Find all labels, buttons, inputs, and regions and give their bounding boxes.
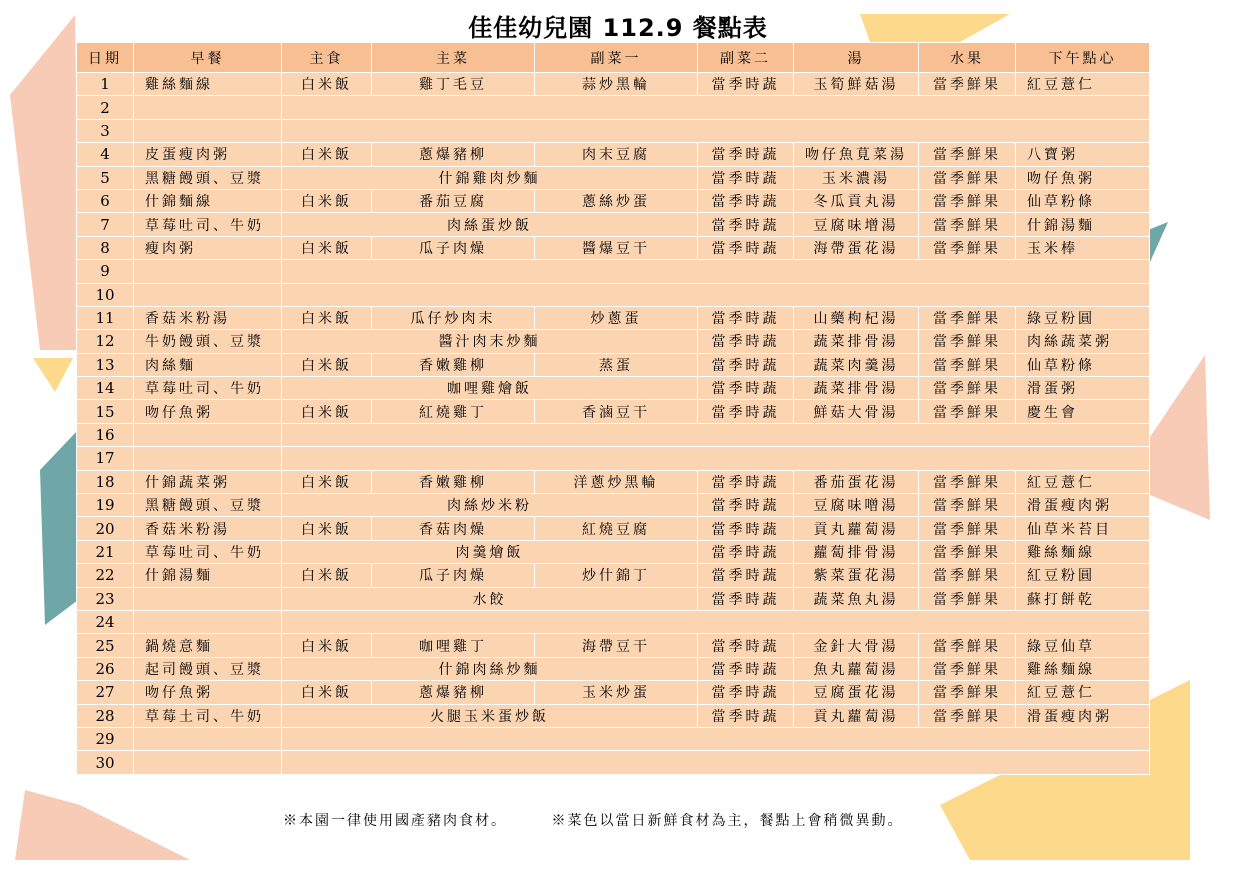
cell-breakfast: 草莓土司、牛奶 bbox=[134, 704, 282, 727]
cell-soup: 番茄蛋花湯 bbox=[794, 470, 919, 493]
cell-side2: 當季時蔬 bbox=[698, 189, 794, 212]
table-row bbox=[77, 330, 1150, 353]
cell-breakfast: 吻仔魚粥 bbox=[134, 400, 282, 423]
cell-snack: 綠豆仙草 bbox=[1016, 634, 1150, 657]
cell-soup: 蔬菜魚丸湯 bbox=[794, 587, 919, 610]
deco-pink-shape-right bbox=[1148, 355, 1210, 520]
cell-staple: 白米飯 bbox=[282, 470, 372, 493]
cell-soup: 豆腐味噌湯 bbox=[794, 494, 919, 517]
cell-staple: 白米飯 bbox=[282, 73, 372, 96]
cell-fruit: 當季鮮果 bbox=[919, 166, 1016, 189]
cell-day: 10 bbox=[77, 283, 134, 306]
cell-breakfast: 瘦肉粥 bbox=[134, 236, 282, 259]
cell-side1: 紅燒豆腐 bbox=[535, 517, 698, 540]
cell-main: 蔥爆豬柳 bbox=[372, 143, 535, 166]
header-breakfast: 早餐 bbox=[134, 43, 282, 73]
cell-side2: 當季時蔬 bbox=[698, 73, 794, 96]
cell-fruit: 當季鮮果 bbox=[919, 634, 1016, 657]
cell-breakfast: 什錦麵線 bbox=[134, 189, 282, 212]
cell-staple: 白米飯 bbox=[282, 400, 372, 423]
cell-fruit: 當季鮮果 bbox=[919, 377, 1016, 400]
table-row bbox=[77, 189, 1150, 212]
cell-side2: 當季時蔬 bbox=[698, 494, 794, 517]
cell-side1: 蒜炒黑輪 bbox=[535, 73, 698, 96]
cell-side2: 當季時蔬 bbox=[698, 330, 794, 353]
cell-empty-span bbox=[282, 423, 1150, 446]
cell-combined: 肉絲蛋炒飯 bbox=[282, 213, 698, 236]
cell-fruit: 當季鮮果 bbox=[919, 73, 1016, 96]
cell-soup: 吻仔魚莧菜湯 bbox=[794, 143, 919, 166]
cell-soup: 海帶蛋花湯 bbox=[794, 236, 919, 259]
cell-main: 瓜仔炒肉末 bbox=[372, 306, 535, 329]
cell-fruit: 當季鮮果 bbox=[919, 470, 1016, 493]
table-row bbox=[77, 377, 1150, 400]
cell-empty-span bbox=[282, 447, 1150, 470]
cell-breakfast: 黑糖饅頭、豆漿 bbox=[134, 166, 282, 189]
cell-day: 27 bbox=[77, 681, 134, 704]
table-row bbox=[77, 447, 1150, 470]
header-staple: 主食 bbox=[282, 43, 372, 73]
header-side1: 副菜一 bbox=[535, 43, 698, 73]
cell-day: 7 bbox=[77, 213, 134, 236]
cell-side1: 洋蔥炒黑輪 bbox=[535, 470, 698, 493]
cell-breakfast bbox=[134, 260, 282, 283]
cell-side1: 炒什錦丁 bbox=[535, 564, 698, 587]
cell-breakfast: 草莓吐司、牛奶 bbox=[134, 540, 282, 563]
table-row bbox=[77, 751, 1150, 774]
cell-main: 雞丁毛豆 bbox=[372, 73, 535, 96]
cell-fruit: 當季鮮果 bbox=[919, 143, 1016, 166]
cell-breakfast: 草莓吐司、牛奶 bbox=[134, 213, 282, 236]
cell-side2: 當季時蔬 bbox=[698, 377, 794, 400]
cell-side2: 當季時蔬 bbox=[698, 306, 794, 329]
header-date: 日期 bbox=[77, 43, 134, 73]
cell-snack: 紅豆薏仁 bbox=[1016, 681, 1150, 704]
cell-side2: 當季時蔬 bbox=[698, 657, 794, 680]
cell-combined: 火腿玉米蛋炒飯 bbox=[282, 704, 698, 727]
cell-side2: 當季時蔬 bbox=[698, 236, 794, 259]
cell-snack: 慶生會 bbox=[1016, 400, 1150, 423]
cell-snack: 紅豆粉圓 bbox=[1016, 564, 1150, 587]
cell-staple: 白米飯 bbox=[282, 189, 372, 212]
cell-snack: 仙草米苔目 bbox=[1016, 517, 1150, 540]
cell-snack: 仙草粉條 bbox=[1016, 353, 1150, 376]
cell-day: 20 bbox=[77, 517, 134, 540]
cell-breakfast bbox=[134, 119, 282, 142]
page-title: 佳佳幼兒園 112.9 餐點表 bbox=[468, 14, 768, 42]
table-row bbox=[77, 470, 1150, 493]
deco-pink-shape-left bbox=[10, 15, 80, 350]
cell-side2: 當季時蔬 bbox=[698, 470, 794, 493]
cell-side2: 當季時蔬 bbox=[698, 681, 794, 704]
cell-staple: 白米飯 bbox=[282, 353, 372, 376]
table-row bbox=[77, 119, 1150, 142]
cell-soup: 蔬菜肉羹湯 bbox=[794, 353, 919, 376]
cell-day: 1 bbox=[77, 73, 134, 96]
cell-fruit: 當季鮮果 bbox=[919, 704, 1016, 727]
cell-staple: 白米飯 bbox=[282, 143, 372, 166]
cell-combined: 什錦肉絲炒麵 bbox=[282, 657, 698, 680]
cell-breakfast bbox=[134, 283, 282, 306]
cell-fruit: 當季鮮果 bbox=[919, 189, 1016, 212]
cell-day: 18 bbox=[77, 470, 134, 493]
cell-side1: 醬爆豆干 bbox=[535, 236, 698, 259]
table-row bbox=[77, 166, 1150, 189]
header-main: 主菜 bbox=[372, 43, 535, 73]
cell-snack: 玉米棒 bbox=[1016, 236, 1150, 259]
cell-combined: 咖哩雞燴飯 bbox=[282, 377, 698, 400]
cell-side1: 蔥絲炒蛋 bbox=[535, 189, 698, 212]
cell-side2: 當季時蔬 bbox=[698, 353, 794, 376]
cell-day: 2 bbox=[77, 96, 134, 119]
cell-side1: 蒸蛋 bbox=[535, 353, 698, 376]
cell-soup: 玉筍鮮菇湯 bbox=[794, 73, 919, 96]
cell-soup: 玉米濃湯 bbox=[794, 166, 919, 189]
cell-fruit: 當季鮮果 bbox=[919, 657, 1016, 680]
cell-soup: 貢丸蘿蔔湯 bbox=[794, 517, 919, 540]
cell-day: 5 bbox=[77, 166, 134, 189]
cell-breakfast: 牛奶饅頭、豆漿 bbox=[134, 330, 282, 353]
deco-pink-shape-bottom-left bbox=[15, 790, 190, 860]
cell-snack: 紅豆薏仁 bbox=[1016, 470, 1150, 493]
menu-table-body bbox=[77, 73, 1150, 775]
deco-teal-triangle-right bbox=[1148, 222, 1168, 262]
cell-day: 19 bbox=[77, 494, 134, 517]
cell-breakfast: 什錦湯麵 bbox=[134, 564, 282, 587]
cell-empty-span bbox=[282, 283, 1150, 306]
cell-main: 香嫩雞柳 bbox=[372, 470, 535, 493]
cell-combined: 醬汁肉末炒麵 bbox=[282, 330, 698, 353]
cell-staple: 白米飯 bbox=[282, 517, 372, 540]
cell-main: 香菇肉燥 bbox=[372, 517, 535, 540]
cell-fruit: 當季鮮果 bbox=[919, 213, 1016, 236]
cell-snack: 紅豆薏仁 bbox=[1016, 73, 1150, 96]
cell-side1: 海帶豆干 bbox=[535, 634, 698, 657]
table-row bbox=[77, 727, 1150, 750]
table-row bbox=[77, 306, 1150, 329]
table-row bbox=[77, 236, 1150, 259]
table-row bbox=[77, 260, 1150, 283]
cell-soup: 紫菜蛋花湯 bbox=[794, 564, 919, 587]
cell-breakfast: 吻仔魚粥 bbox=[134, 681, 282, 704]
table-row bbox=[77, 657, 1150, 680]
cell-breakfast: 皮蛋瘦肉粥 bbox=[134, 143, 282, 166]
cell-main: 番茄豆腐 bbox=[372, 189, 535, 212]
cell-day: 9 bbox=[77, 260, 134, 283]
cell-staple: 白米飯 bbox=[282, 306, 372, 329]
cell-side2: 當季時蔬 bbox=[698, 540, 794, 563]
table-row bbox=[77, 494, 1150, 517]
cell-soup: 鮮菇大骨湯 bbox=[794, 400, 919, 423]
cell-breakfast: 雞絲麵線 bbox=[134, 73, 282, 96]
table-row bbox=[77, 587, 1150, 610]
cell-fruit: 當季鮮果 bbox=[919, 564, 1016, 587]
header-side2: 副菜二 bbox=[698, 43, 794, 73]
cell-day: 8 bbox=[77, 236, 134, 259]
cell-main: 咖哩雞丁 bbox=[372, 634, 535, 657]
cell-soup: 蘿蔔排骨湯 bbox=[794, 540, 919, 563]
cell-fruit: 當季鮮果 bbox=[919, 236, 1016, 259]
cell-main: 蔥爆豬柳 bbox=[372, 681, 535, 704]
cell-day: 26 bbox=[77, 657, 134, 680]
cell-fruit: 當季鮮果 bbox=[919, 517, 1016, 540]
table-row bbox=[77, 517, 1150, 540]
table-row bbox=[77, 610, 1150, 633]
cell-staple: 白米飯 bbox=[282, 634, 372, 657]
cell-day: 16 bbox=[77, 423, 134, 446]
cell-day: 23 bbox=[77, 587, 134, 610]
cell-breakfast: 黑糖饅頭、豆漿 bbox=[134, 494, 282, 517]
cell-empty-span bbox=[282, 727, 1150, 750]
cell-day: 21 bbox=[77, 540, 134, 563]
cell-snack: 滑蛋粥 bbox=[1016, 377, 1150, 400]
cell-empty-span bbox=[282, 96, 1150, 119]
cell-side1: 肉末豆腐 bbox=[535, 143, 698, 166]
cell-soup: 蔬菜排骨湯 bbox=[794, 377, 919, 400]
cell-empty-span bbox=[282, 260, 1150, 283]
cell-breakfast: 香菇米粉湯 bbox=[134, 517, 282, 540]
cell-snack: 吻仔魚粥 bbox=[1016, 166, 1150, 189]
menu-table-container bbox=[76, 42, 1149, 775]
table-row bbox=[77, 400, 1150, 423]
cell-combined: 什錦雞肉炒麵 bbox=[282, 166, 698, 189]
cell-soup: 魚丸蘿蔔湯 bbox=[794, 657, 919, 680]
cell-day: 25 bbox=[77, 634, 134, 657]
cell-snack: 什錦湯麵 bbox=[1016, 213, 1150, 236]
table-row bbox=[77, 143, 1150, 166]
cell-day: 11 bbox=[77, 306, 134, 329]
cell-snack: 八寶粥 bbox=[1016, 143, 1150, 166]
cell-soup: 蔬菜排骨湯 bbox=[794, 330, 919, 353]
cell-snack: 雞絲麵線 bbox=[1016, 540, 1150, 563]
cell-breakfast bbox=[134, 727, 282, 750]
cell-soup: 金針大骨湯 bbox=[794, 634, 919, 657]
header-soup: 湯 bbox=[794, 43, 919, 73]
cell-side2: 當季時蔬 bbox=[698, 587, 794, 610]
cell-combined: 肉羹燴飯 bbox=[282, 540, 698, 563]
cell-side2: 當季時蔬 bbox=[698, 166, 794, 189]
cell-breakfast bbox=[134, 610, 282, 633]
cell-fruit: 當季鮮果 bbox=[919, 494, 1016, 517]
footer-note-pork: ※本園一律使用國產豬肉食材。 bbox=[283, 813, 507, 829]
cell-fruit: 當季鮮果 bbox=[919, 330, 1016, 353]
cell-side1: 炒蔥蛋 bbox=[535, 306, 698, 329]
table-header-row bbox=[77, 43, 1150, 73]
cell-side2: 當季時蔬 bbox=[698, 213, 794, 236]
table-row bbox=[77, 73, 1150, 96]
cell-breakfast: 鍋燒意麵 bbox=[134, 634, 282, 657]
cell-soup: 貢丸蘿蔔湯 bbox=[794, 704, 919, 727]
cell-breakfast: 起司饅頭、豆漿 bbox=[134, 657, 282, 680]
cell-day: 30 bbox=[77, 751, 134, 774]
cell-snack: 綠豆粉圓 bbox=[1016, 306, 1150, 329]
menu-table bbox=[76, 42, 1150, 775]
cell-breakfast: 什錦蔬菜粥 bbox=[134, 470, 282, 493]
cell-breakfast bbox=[134, 587, 282, 610]
cell-breakfast: 肉絲麵 bbox=[134, 353, 282, 376]
cell-day: 29 bbox=[77, 727, 134, 750]
cell-fruit: 當季鮮果 bbox=[919, 400, 1016, 423]
cell-day: 24 bbox=[77, 610, 134, 633]
cell-fruit: 當季鮮果 bbox=[919, 353, 1016, 376]
cell-day: 22 bbox=[77, 564, 134, 587]
cell-main: 紅燒雞丁 bbox=[372, 400, 535, 423]
deco-yellow-triangle-left bbox=[33, 358, 73, 392]
table-row bbox=[77, 564, 1150, 587]
table-row bbox=[77, 704, 1150, 727]
cell-staple: 白米飯 bbox=[282, 564, 372, 587]
cell-empty-span bbox=[282, 610, 1150, 633]
cell-main: 瓜子肉燥 bbox=[372, 236, 535, 259]
cell-combined: 肉絲炒米粉 bbox=[282, 494, 698, 517]
cell-fruit: 當季鮮果 bbox=[919, 306, 1016, 329]
cell-main: 瓜子肉燥 bbox=[372, 564, 535, 587]
cell-side1: 香滷豆干 bbox=[535, 400, 698, 423]
header-fruit: 水果 bbox=[919, 43, 1016, 73]
cell-day: 28 bbox=[77, 704, 134, 727]
cell-breakfast: 草莓吐司、牛奶 bbox=[134, 377, 282, 400]
cell-side2: 當季時蔬 bbox=[698, 634, 794, 657]
cell-fruit: 當季鮮果 bbox=[919, 540, 1016, 563]
cell-side2: 當季時蔬 bbox=[698, 143, 794, 166]
table-row bbox=[77, 213, 1150, 236]
cell-combined: 水餃 bbox=[282, 587, 698, 610]
cell-breakfast bbox=[134, 447, 282, 470]
cell-empty-span bbox=[282, 119, 1150, 142]
cell-snack: 仙草粉條 bbox=[1016, 189, 1150, 212]
cell-side2: 當季時蔬 bbox=[698, 517, 794, 540]
cell-main: 香嫩雞柳 bbox=[372, 353, 535, 376]
cell-day: 4 bbox=[77, 143, 134, 166]
cell-soup: 山藥枸杞湯 bbox=[794, 306, 919, 329]
table-row bbox=[77, 540, 1150, 563]
cell-soup: 豆腐蛋花湯 bbox=[794, 681, 919, 704]
table-row bbox=[77, 96, 1150, 119]
cell-soup: 冬瓜貢丸湯 bbox=[794, 189, 919, 212]
cell-snack: 雞絲麵線 bbox=[1016, 657, 1150, 680]
cell-fruit: 當季鮮果 bbox=[919, 681, 1016, 704]
cell-side2: 當季時蔬 bbox=[698, 400, 794, 423]
header-snack: 下午點心 bbox=[1016, 43, 1150, 73]
cell-staple: 白米飯 bbox=[282, 681, 372, 704]
cell-day: 17 bbox=[77, 447, 134, 470]
cell-day: 3 bbox=[77, 119, 134, 142]
cell-day: 13 bbox=[77, 353, 134, 376]
cell-side2: 當季時蔬 bbox=[698, 564, 794, 587]
cell-empty-span bbox=[282, 751, 1150, 774]
cell-day: 6 bbox=[77, 189, 134, 212]
cell-side1: 玉米炒蛋 bbox=[535, 681, 698, 704]
deco-teal-shape-left bbox=[40, 430, 78, 625]
cell-snack: 蘇打餅乾 bbox=[1016, 587, 1150, 610]
cell-day: 12 bbox=[77, 330, 134, 353]
cell-side2: 當季時蔬 bbox=[698, 704, 794, 727]
cell-breakfast bbox=[134, 751, 282, 774]
table-row bbox=[77, 681, 1150, 704]
cell-soup: 豆腐味增湯 bbox=[794, 213, 919, 236]
footer-notes bbox=[283, 810, 903, 830]
table-row bbox=[77, 283, 1150, 306]
table-row bbox=[77, 353, 1150, 376]
cell-breakfast bbox=[134, 96, 282, 119]
cell-snack: 滑蛋瘦肉粥 bbox=[1016, 494, 1150, 517]
table-row bbox=[77, 634, 1150, 657]
cell-day: 15 bbox=[77, 400, 134, 423]
cell-breakfast bbox=[134, 423, 282, 446]
cell-staple: 白米飯 bbox=[282, 236, 372, 259]
cell-snack: 肉絲蔬菜粥 bbox=[1016, 330, 1150, 353]
table-row bbox=[77, 423, 1150, 446]
cell-day: 14 bbox=[77, 377, 134, 400]
cell-fruit: 當季鮮果 bbox=[919, 587, 1016, 610]
cell-breakfast: 香菇米粉湯 bbox=[134, 306, 282, 329]
footer-note-menu-change: ※菜色以當日新鮮食材為主，餐點上會稍微異動。 bbox=[551, 813, 904, 829]
cell-snack: 滑蛋瘦肉粥 bbox=[1016, 704, 1150, 727]
